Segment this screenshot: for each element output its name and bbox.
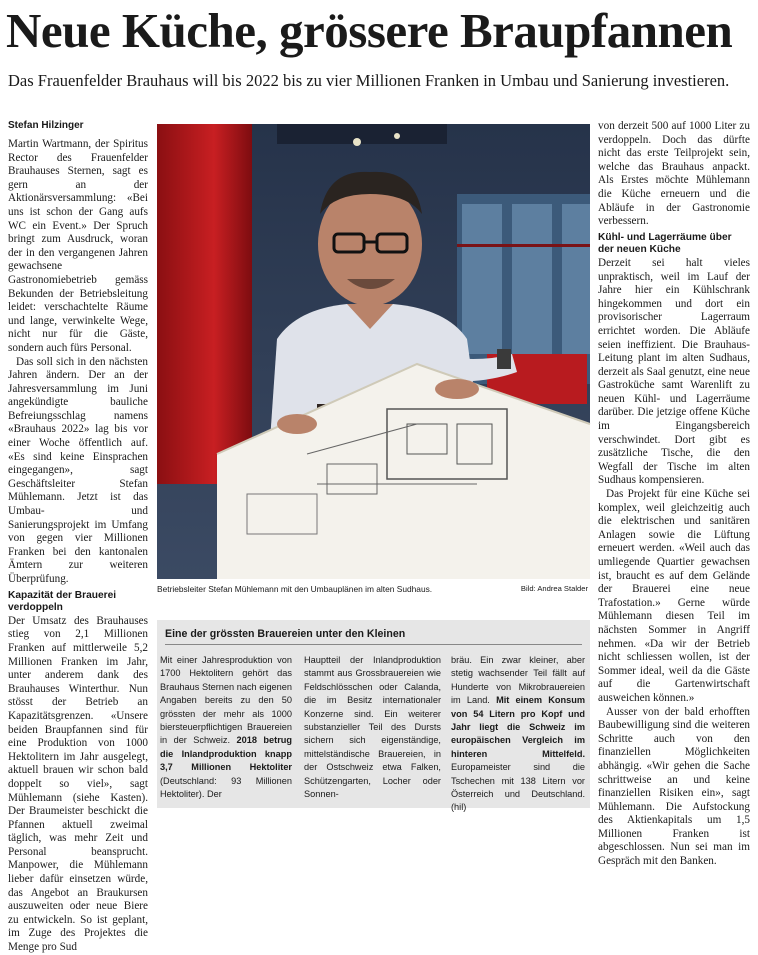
infobox-text: Hauptteil der Inlandproduktion stammt aus Grossbrauereien wie Feldschlösschen oder Calanda, die im Besitz internationaler Konzerne sind. Ein weiterer substanzieller Teil des Dursts sichern sich eigenständige, mittelständische Brauereien, in der Ostschweiz etwa Falken, Schützengarten, Locher oder Sonnen- (304, 655, 441, 800)
article-column-4 (598, 120, 750, 868)
photo-credit: Bild: Andrea Stalder (520, 584, 588, 593)
paragraph: Ausser von der bald erhofften Baubewilligung sind die weiteren Schritte auch von den finanziellen Möglichkeiten abhängig. «Wir gehen die Sache schrittweise an und keine finanziellen Risiken ein», sagt Mühlemann. Die Aufstockung des Aktienkapitals um 1,5 Millionen Franken ist abgeschlossen. Nun sei man im Gespräch mit den Banken. (598, 705, 750, 868)
article-photo (157, 124, 590, 579)
infobox-highlight: 2018 betrug die Inlandproduktion knapp 3,7 Millionen Hektoliter (160, 735, 292, 773)
byline: Stefan Hilzinger (8, 120, 84, 131)
section-heading: Kühl- und Lagerräume über der neuen Küche (598, 231, 732, 256)
paragraph: Derzeit sei halt vieles unpraktisch, weil im Lauf der Jahre hier ein Kühlschrank hingekommen und dort ein provisorischer Lagerraum errichtet worden. Die Abläufe seien ineffizient. Die Brauhaus-Leitung plant im alten Sudhaus, derzeit als Saal genutzt, eine neue Gastroküche samt Warenlift zu neuen Kühl- und Lagerräume darüber. Die jetzige offene Küche im Eingangsbereich verschwindet. Dort gibt es zusätzliche Tische, die den Wegfall der Tische im alten Sudhaus kompensieren. (598, 256, 750, 487)
paragraph: von derzeit 500 auf 1000 Liter zu verdoppeln. Doch das dürfte nicht das erste Teilprojekt sein, welche das Brauhaus anpackt. Als Erstes möchte Mühlemann die Küche erneuern und die Abläufe in der Gastronomie verbessern. (598, 120, 750, 228)
photo-illustration (157, 124, 590, 579)
infobox-text: (Deutschland: 93 Millionen Hektoliter). Der (160, 775, 292, 800)
infobox-column-2 (304, 654, 441, 801)
divider (165, 644, 582, 645)
photo-caption (157, 584, 590, 594)
infobox-title: Eine der grössten Brauereien unter den Kleinen (165, 628, 406, 640)
infobox-highlight: Mit einem Konsum von 54 Litern pro Kopf und Jahr liegt die Schweiz im europäischen Vergleich im hinteren Mittelfeld. (451, 695, 585, 759)
section-heading: Kapazität der Brauerei verdoppeln (8, 589, 117, 614)
paragraph: Das soll sich in den nächsten Jahren ändern. Der an der Jahresversammlung im Juni angekündigte bauliche Befreiungsschlag namens «Brauhaus 2022» lag bis vor einer Woche öffentlich auf. «Es sind keine Einsprachen eingegangen», sagt Geschäftsleiter Stefan Mühlemann. Jetzt ist das Umbau- und Sanierungsprojekt im Umfang von gegen vier Millionen Franken bei den kantonalen Ämtern zur weiteren Überprüfung. (8, 355, 148, 585)
paragraph: Das Projekt für eine Küche sei komplex, weil gleichzeitig auch die elektrischen und sanitären Anlagen sowie die Lüftung erneuert werden. «Weil auch das umliegende Quartier gewachsen ist, braucht es auf dem Gelände der Brauerei eine neue Trafostation.» Gerne würde Mühlemann diesen Teil im nächsten Sommer in Angriff nehmen. «Da wir der Betrieb nicht schliessen wollen, ist der Sommer ideal, weil da die Gäste auf die Gartenwirtschaft ausweichen können.» (598, 488, 750, 704)
infobox-text: Europameister sind die Tschechen mit 138 Litern vor Österreich und Deutschland. (hil) (451, 762, 585, 813)
infobox-text: bräu. Ein zwar kleiner, aber stetig wachsender Teil fällt auf Hunderte von Mikrobrauereien im Land. (451, 655, 585, 706)
paragraph: Der Umsatz des Brauhauses stieg von 2,1 Millionen Franken auf mittlerweile 5,2 Millionen Franken im Jahr, unter anderem dank des Brauhauses Winterthur. Nun stösst der Betrieb an Kapazitätsgrenzen. «Unsere beiden Braupfannen sind für eine Produktion von 1000 Hektolitern im Jahr ausgelegt, aktuell brauen wir schon bald doppelt so viel», sagt Mühlemann (siehe Kasten). Der Braumeister beschickt die Pfannen aktuell zweimal täglich, was mehr Zeit und Personal beansprucht. Manpower, die Mühlemann lieber dafür einsetzen würde, das Angebot an Braukursen auszuweiten oder neue Biere zu entwickeln. So ist geplant, im Zuge des Projektes die Menge pro Sud (8, 614, 148, 954)
infobox-text: Mit einer Jahresproduktion von 1700 Hektolitern gehört das Brauhaus Sternen nach eigenen Angaben bereits zu den 50 grössten der mehr als 1000 bierstеuerpflichtigen Brauereien in der Schweiz. (160, 655, 292, 746)
infobox-column-1 (160, 654, 292, 801)
headline: Neue Küche, grössere Braupfannen (6, 3, 733, 58)
paragraph: Martin Wartmann, der Spiritus Rector des Frauenfelder Brauhauses Sternen, sagt es gern an der Aktionärsversammlung: «Bei uns ist schon der Gang aufs WC ein Event.» Der Spruch bringt zum Ausdruck, woran der in den vergangenen Jahren gewachsene Gastronomiebetrieb gemäss Bekunden der Betriebsleitung leidet: verschachtelte Räume und lange, verwinkelte Wege, nicht nur für die Gäste, sondern auch fürs Personal. (8, 138, 148, 354)
article-column-1 (8, 138, 148, 954)
caption-text: Betriebsleiter Stefan Mühlemann mit den Umbauplänen im alten Sudhaus. (157, 584, 433, 594)
subheadline: Das Frauenfelder Brauhaus will bis 2022 bis zu vier Millionen Franken in Umbau und Sanierung investieren. (8, 71, 730, 90)
infobox-column-3 (451, 654, 585, 815)
